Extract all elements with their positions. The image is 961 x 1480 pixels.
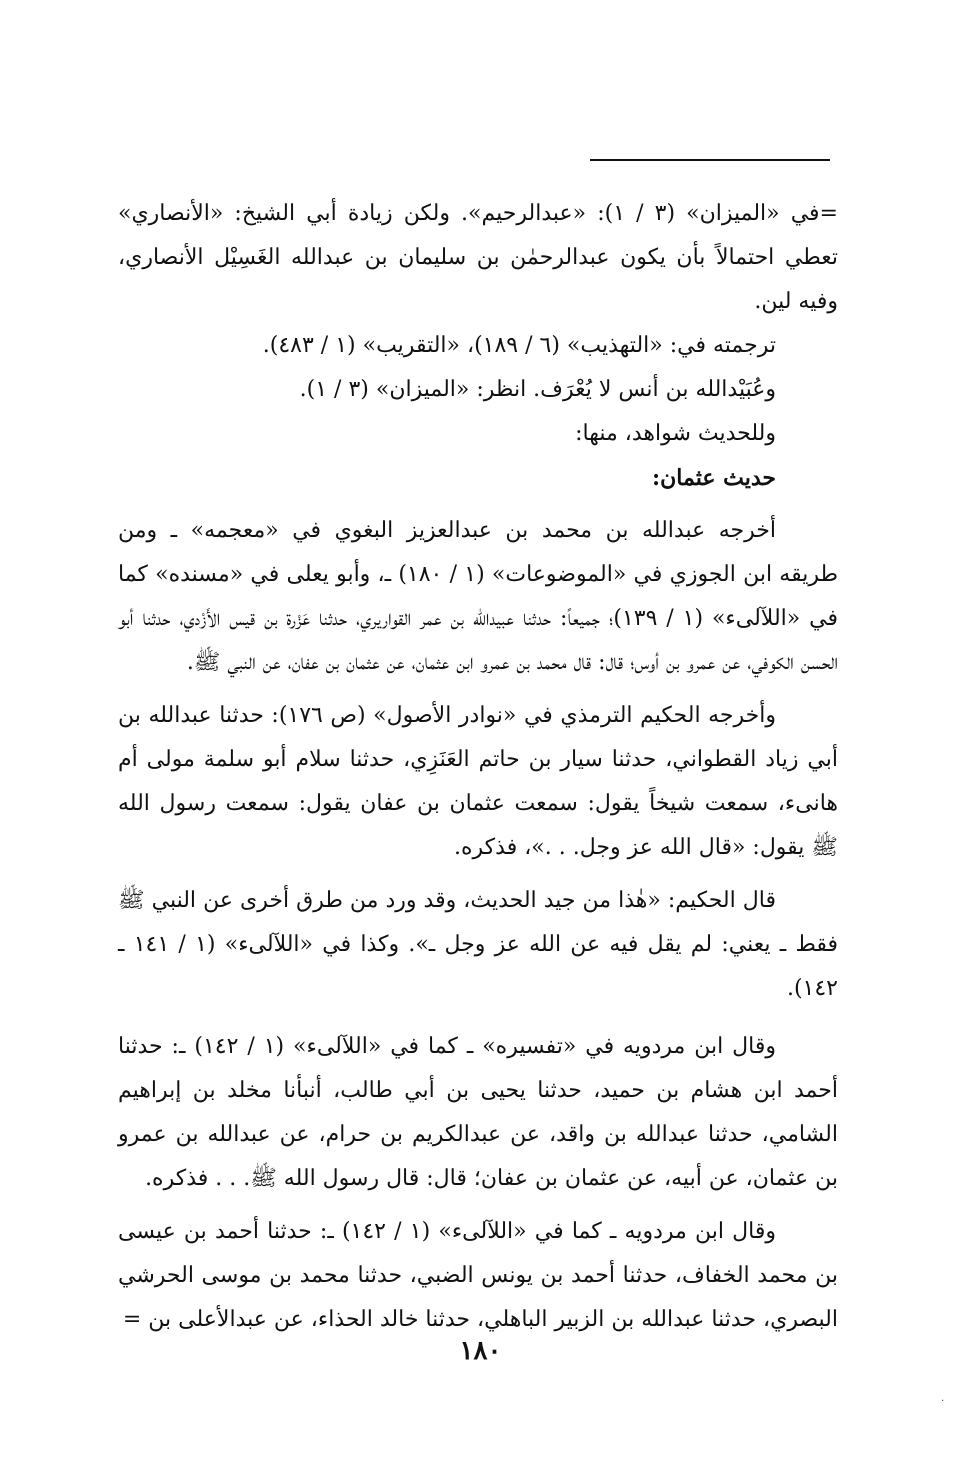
page-number: ١٨٠ <box>459 1336 502 1366</box>
footnote-paragraph-7: وأخرجه الحكيم الترمذي في «نوادر الأصول» (ص ١٧٦): حدثنا عبدالله بن أبي زياد القطواني، حدثنا سيار بن حاتم العَنَزِي، حدثنا سلام أبو سلمة مولى أم هانىء، سمعت شيخاً يقول: سمعت عثمان بن عفان يقول: سمعت رسول الله ﷺ يقول: «قال الله عز وجل. . .»، فذكره. <box>118 703 838 860</box>
footnote-text-block <box>118 192 838 1342</box>
footnote-paragraph-4: وللحديث شواهد، منها: <box>575 421 776 446</box>
footnote-paragraph-9: وقال ابن مردويه في «تفسيره» ـ كما في «اللآلىء» (١ / ١٤٢) ـ: حدثنا أحمد ابن هشام بن حميد، حدثنا يحيى بن أبي طالب، أنبأنا مخلد بن إبراهيم الشامي، حدثنا عبدالله بن واقد، عن عبدالكريم بن حرام، عن عبدالله بن عمرو بن عثمان، عن أبيه، عن عثمان بن عفان؛ قال: قال رسول الله ﷺ. . . فذكره. <box>118 1034 838 1191</box>
footnote-paragraph-3: وعُبَيْدالله بن أنس لا يُعْرَف. انظر: «الميزان» (٣ / ١). <box>299 377 776 402</box>
section-heading-hadith-uthman: حديث عثمان: <box>652 465 776 491</box>
footnote-paragraph-10: وقال ابن مردويه ـ كما في «اللآلىء» (١ / ١٤٢) ـ: حدثنا أحمد بن عيسى بن محمد الخفاف، حدثنا أحمد بن يونس الضبي، حدثنا محمد بن موسى الحرشي البصري، حدثنا عبدالله بن الزبير الباهلي، حدثنا خالد الحذاء، عن عبدالأعلى بن = <box>118 1219 838 1332</box>
footnote-paragraph-2: ترجمته في: «التهذيب» (٦ / ١٨٩)، «التقريب» (١ / ٤٨٣). <box>262 333 776 358</box>
footnote-separator-line <box>590 159 830 161</box>
scan-edge-mark: · <box>941 1396 945 1407</box>
footnote-paragraph-6: أخرجه عبدالله بن محمد بن عبدالعزيز البغوي في «معجمه» ـ ومن طريقه ابن الجوزي في «الموضوعات» (١ / ١٨٠) ـ، وأبو يعلى في «مسنده» كما في «اللآلىء» (١ / ١٣٩)؛ جميعاً: حدثنا عبيدالله بن عمر القواريري، حدثنا عَزْرة بن قيس الأَزْدي، حدثنا أبو الحسن الكوفي، عن عمرو بن أوس؛ قال: قال محمد بن عمرو ابن عثمان، عن عثمان بن عفان، عن النبي ﷺ. <box>118 518 838 675</box>
footnote-paragraph-8: قال الحكيم: «هٰذا من جيد الحديث، وقد ورد من طرق أخرى عن النبي ﷺ فقط ـ يعني: لم يقل فيه عن الله عز وجل ـ». وكذا في «اللآلىء» (١ / ١٤١ ـ ١٤٢). <box>118 888 838 1001</box>
footnote-paragraph-1: =في «الميزان» (٣ / ١): «عبدالرحيم». ولكن زيادة أبي الشيخ: «الأنصاري» تعطي احتمالاً بأن يكون عبدالرحمٰن بن سليمان بن عبدالله الغَسِيْل الأنصاري، وفيه لين. <box>118 201 838 314</box>
